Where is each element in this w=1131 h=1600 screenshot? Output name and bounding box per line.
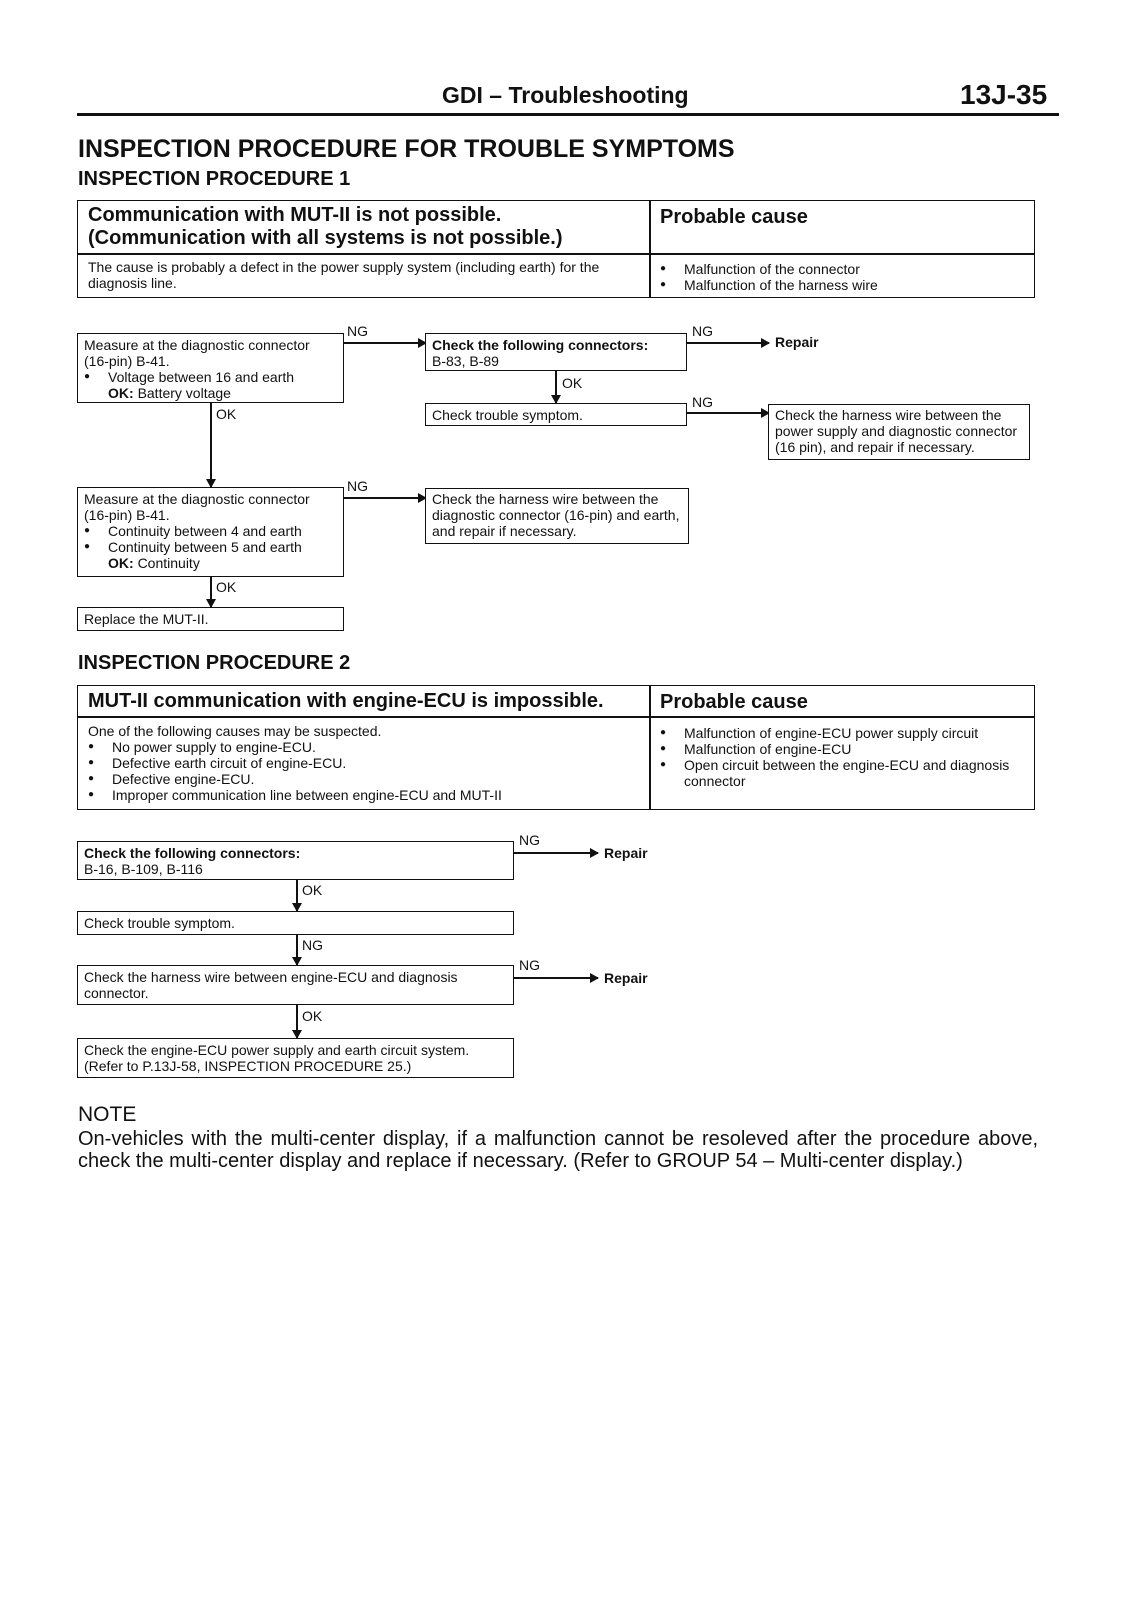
- step-title: Check the following connectors:: [84, 845, 301, 861]
- probable-cause-header: Probable cause: [660, 206, 808, 228]
- ng-label: NG: [302, 937, 323, 953]
- step-text: (16-pin) B-41.: [84, 507, 170, 523]
- ng-label: NG: [347, 323, 368, 339]
- table-divider: [78, 716, 1034, 718]
- connector-list: B-83, B-89: [432, 353, 499, 369]
- ok-criterion: [84, 385, 337, 401]
- ok-arrow: [210, 403, 212, 487]
- cause-item: ● Malfunction of engine-ECU: [660, 741, 1024, 757]
- step-text: Measure at the diagnostic connector: [84, 337, 310, 353]
- note-title: NOTE: [78, 1103, 137, 1126]
- ok-label: OK: [302, 882, 323, 898]
- page-heading: INSPECTION PROCEDURE FOR TROUBLE SYMPTOMS: [78, 135, 735, 163]
- ng-label: NG: [692, 394, 713, 410]
- repair-label: Repair: [775, 334, 819, 350]
- cause-item: ● Malfunction of the connector: [660, 261, 1020, 277]
- ok-label: OK: [562, 375, 583, 391]
- probable-cause-list: [650, 259, 1030, 295]
- flow2-step-check-trouble-symptom: Check trouble symptom.: [77, 911, 514, 935]
- flow2-step-check-ecu-harness: Check the harness wire between engine-ECU and diagnosis connector.: [77, 965, 514, 1005]
- section-title: GDI – Troubleshooting: [442, 82, 689, 108]
- ok-arrow: [296, 880, 298, 911]
- flow-step-check-power-harness: Check the harness wire between the power supply and diagnostic connector (16 pin), and repair if necessary.: [768, 404, 1030, 460]
- cause-item: ● Open circuit between the engine-ECU and diagnosis connector: [660, 757, 1024, 789]
- suspect-item: ● Defective engine-ECU.: [88, 771, 638, 787]
- ng-arrow: [687, 342, 769, 344]
- ng-arrow: [344, 342, 426, 344]
- procedure-2-symptom-table: [77, 685, 1035, 810]
- ok-label: OK:: [108, 385, 134, 401]
- procedure-1-symptom-table: [77, 200, 1035, 298]
- ok-label: OK:: [108, 555, 134, 571]
- ng-arrow: [514, 852, 598, 854]
- suspect-intro: One of the following causes may be suspected.: [88, 723, 382, 739]
- flow-step-check-diag-harness: Check the harness wire between the diagnostic connector (16-pin) and earth, and repair if necessary.: [425, 488, 689, 544]
- probable-cause-list: [650, 723, 1034, 791]
- suspect-item: ● Defective earth circuit of engine-ECU.: [88, 755, 638, 771]
- flow2-step-check-ecu-power: [77, 1038, 514, 1078]
- ok-value: Continuity: [137, 555, 200, 571]
- step-reference: (Refer to P.13J-58, INSPECTION PROCEDURE 25.): [84, 1058, 412, 1074]
- probable-cause-header: Probable cause: [660, 691, 808, 713]
- ok-value: Battery voltage: [137, 385, 231, 401]
- ng-label: NG: [519, 832, 540, 848]
- cause-item: ● Malfunction of the harness wire: [660, 277, 1020, 293]
- flow-step-measure-voltage: [77, 333, 344, 403]
- flow-step-check-connectors: [425, 333, 687, 371]
- repair-label: Repair: [604, 970, 648, 986]
- ng-label: NG: [347, 478, 368, 494]
- suspect-item: ● Improper communication line between engine-ECU and MUT-II: [88, 787, 638, 803]
- symptom-line: (Communication with all systems is not possible.): [88, 227, 563, 249]
- ok-arrow: [296, 1005, 298, 1038]
- page-number: 13J-35: [960, 79, 1048, 110]
- ng-arrow: [344, 497, 426, 499]
- ng-arrow: [514, 977, 598, 979]
- procedure-1-title: INSPECTION PROCEDURE 1: [78, 168, 351, 190]
- note-text: On-vehicles with the multi-center display, if a malfunction cannot be resoleved after the procedure above, check the multi-center display and replace if necessary. (Refer to GROUP 54 – Multi-center display.): [78, 1128, 1038, 1172]
- ok-criterion: [84, 555, 337, 571]
- flow-step-measure-continuity: [77, 487, 344, 577]
- step-bullet: ● Voltage between 16 and earth: [84, 369, 337, 385]
- symptom-description: The cause is probably a defect in the power supply system (including earth) for the diagnosis line.: [88, 259, 600, 291]
- ng-arrow: [296, 935, 298, 965]
- suspect-item: ● No power supply to engine-ECU.: [88, 739, 638, 755]
- flow2-step-check-connectors: [77, 841, 514, 880]
- symptom-title: [78, 202, 648, 252]
- ok-label: OK: [216, 406, 237, 422]
- flow-step-replace-mut: Replace the MUT-II.: [77, 607, 344, 631]
- procedure-2-title: INSPECTION PROCEDURE 2: [78, 652, 351, 674]
- symptom-title: MUT-II communication with engine-ECU is impossible.: [88, 690, 604, 712]
- step-text: Check the engine-ECU power supply and earth circuit system.: [84, 1042, 470, 1058]
- table-divider: [78, 253, 1034, 255]
- header-rule: [77, 113, 1059, 116]
- ok-label: OK: [302, 1008, 323, 1024]
- step-title: Check the following connectors:: [432, 337, 649, 353]
- connector-list: B-16, B-109, B-116: [84, 861, 203, 877]
- symptom-line: Communication with MUT-II is not possible.: [88, 204, 502, 226]
- step-text: Measure at the diagnostic connector: [84, 491, 310, 507]
- flow-step-check-trouble-symptom: Check trouble symptom.: [425, 403, 687, 426]
- ng-label: NG: [519, 957, 540, 973]
- ok-arrow: [555, 371, 557, 403]
- cause-item: ● Malfunction of engine-ECU power supply circuit: [660, 725, 1024, 741]
- step-text: (16-pin) B-41.: [84, 353, 170, 369]
- ng-label: NG: [692, 323, 713, 339]
- step-bullet: ● Continuity between 4 and earth: [84, 523, 337, 539]
- ng-arrow: [687, 412, 769, 414]
- repair-label: Repair: [604, 845, 648, 861]
- suspect-list: [78, 721, 648, 805]
- ok-label: OK: [216, 579, 237, 595]
- step-bullet: ● Continuity between 5 and earth: [84, 539, 337, 555]
- ok-arrow: [210, 577, 212, 607]
